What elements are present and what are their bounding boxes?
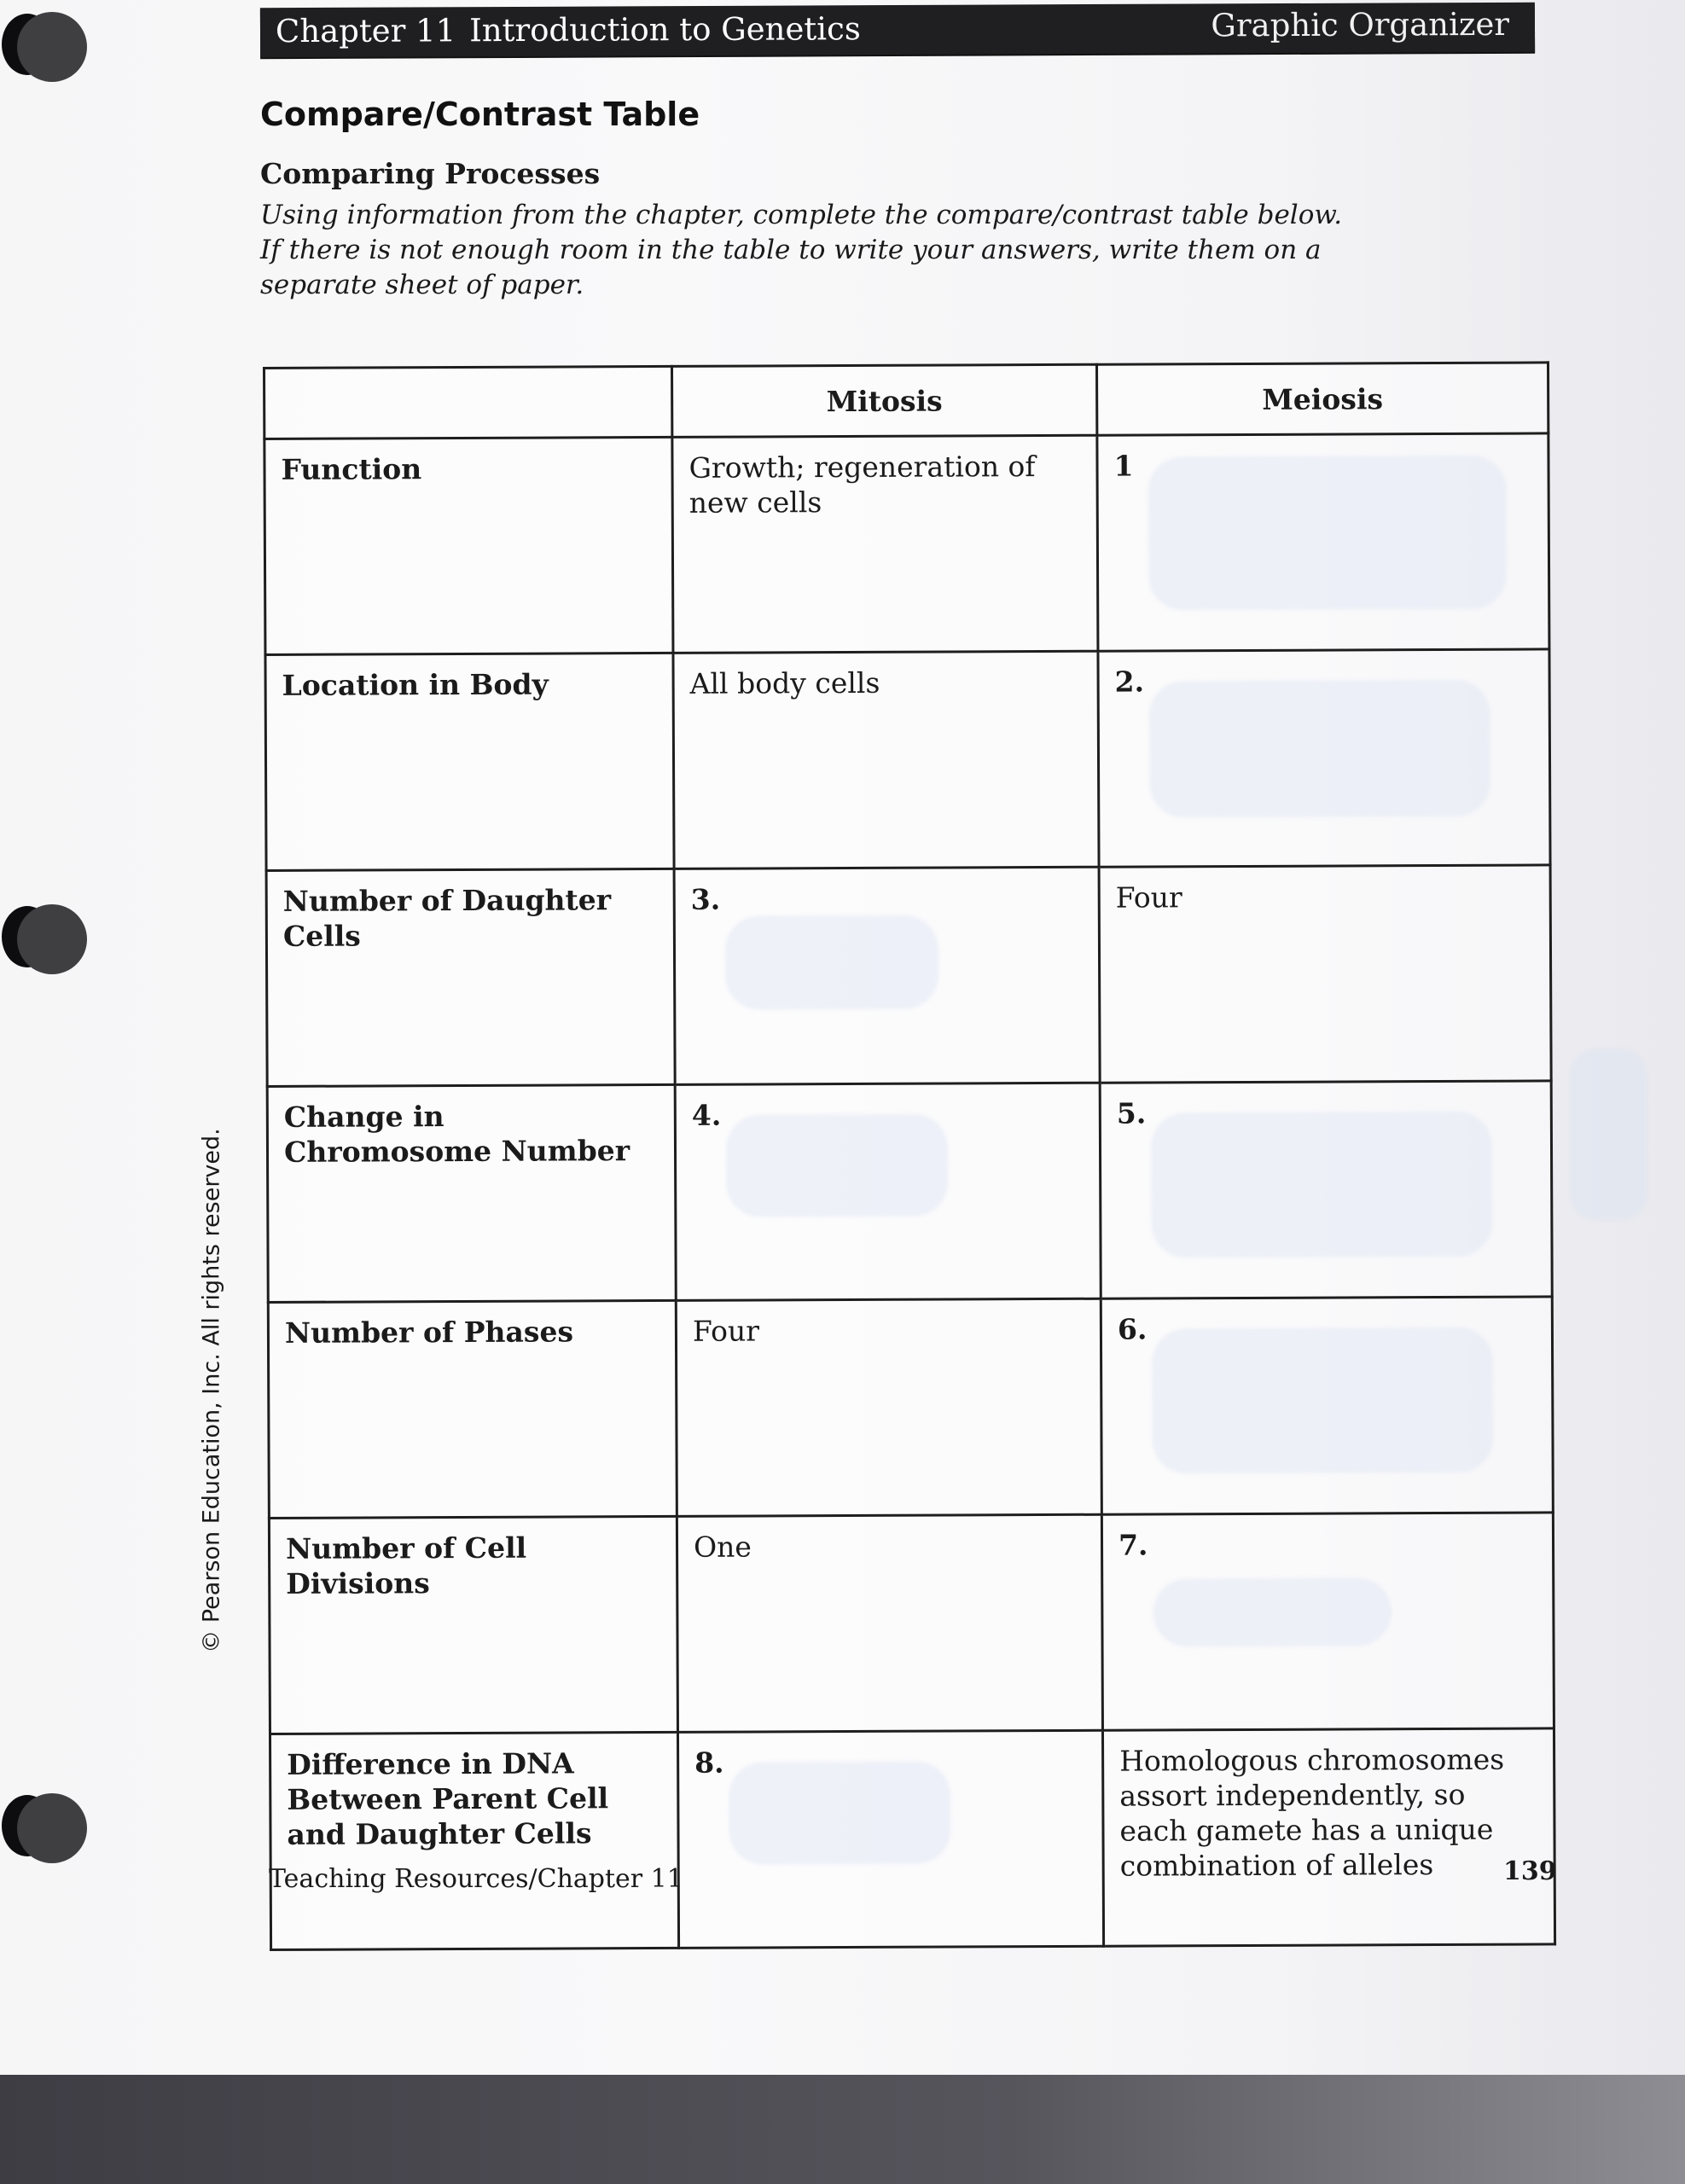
meiosis-cell[interactable]: Homologous chromosomes assort independently, so each gamete has a unique combination of alleles xyxy=(1102,1728,1554,1946)
row-label: Number of Daughter Cells xyxy=(266,868,675,1086)
mitosis-answer-cell[interactable] xyxy=(675,1083,1101,1300)
punch-hole xyxy=(17,12,87,82)
mitosis-cell[interactable]: All body cells xyxy=(673,651,1099,868)
answer-number: 4. xyxy=(691,1098,722,1132)
erased-answer xyxy=(1152,1327,1494,1474)
chapter-name: Introduction to Genetics xyxy=(469,10,861,49)
row-label: Change in Chromosome Number xyxy=(267,1084,676,1302)
erased-answer xyxy=(1151,1112,1493,1258)
chapter-title xyxy=(276,10,861,49)
copyright-notice: © Pearson Education, Inc. All rights reserved. xyxy=(198,1128,225,1653)
table-row xyxy=(265,649,1550,871)
instruction-line: Using information from the chapter, complete the compare/contrast table below. xyxy=(260,200,1343,230)
row-label: Difference in DNA Between Parent Cell and Daughter Cells xyxy=(270,1732,678,1949)
erased-answer xyxy=(726,1114,949,1217)
column-header-blank xyxy=(264,366,672,439)
page-heading: Compare/Contrast Table xyxy=(260,96,700,133)
page-number: 139 xyxy=(1503,1856,1557,1886)
row-label: Number of Phases xyxy=(268,1300,677,1518)
meiosis-cell[interactable]: Four xyxy=(1099,865,1551,1083)
answer-number: 7. xyxy=(1118,1528,1148,1562)
mitosis-answer-cell[interactable] xyxy=(674,867,1100,1084)
instructions xyxy=(260,198,1343,303)
meiosis-answer-cell[interactable] xyxy=(1097,433,1549,651)
row-label: Location in Body xyxy=(265,653,674,870)
table-row xyxy=(264,433,1549,655)
column-header-meiosis: Meiosis xyxy=(1096,363,1548,435)
mitosis-cell[interactable]: One xyxy=(677,1514,1102,1732)
column-header-mitosis: Mitosis xyxy=(672,364,1097,437)
answer-number: 5. xyxy=(1116,1096,1147,1130)
row-label: Number of Cell Divisions xyxy=(269,1516,677,1734)
erased-answer xyxy=(1148,456,1507,611)
table-row xyxy=(269,1513,1554,1734)
mitosis-cell[interactable]: Growth; regeneration of new cells xyxy=(672,435,1098,653)
table-header-row xyxy=(264,363,1548,439)
answer-number: 3. xyxy=(690,882,721,916)
chapter-number: Chapter 11 xyxy=(275,12,456,50)
row-label: Function xyxy=(264,437,673,654)
instruction-line: If there is not enough room in the table to write your answers, write them on a xyxy=(260,235,1322,265)
meiosis-answer-cell[interactable] xyxy=(1101,1513,1554,1730)
table-row xyxy=(270,1728,1554,1950)
table-row xyxy=(268,1297,1553,1519)
compare-contrast-table xyxy=(263,361,1556,1951)
punch-hole xyxy=(17,1793,87,1863)
instruction-line: separate sheet of paper. xyxy=(260,270,584,300)
mitosis-cell[interactable]: Four xyxy=(676,1298,1101,1516)
erased-answer xyxy=(1153,1577,1392,1647)
erased-answer xyxy=(729,1761,951,1864)
erased-answer xyxy=(725,915,938,1010)
mitosis-answer-cell[interactable] xyxy=(677,1730,1103,1948)
chapter-header-bar xyxy=(260,3,1535,58)
punch-hole xyxy=(17,904,87,974)
footer-source: Teaching Resources/Chapter 11 xyxy=(269,1864,683,1894)
meiosis-answer-cell[interactable] xyxy=(1101,1297,1553,1514)
answer-number: 6. xyxy=(1117,1312,1148,1346)
answer-number: 2. xyxy=(1114,665,1145,699)
scanner-edge xyxy=(0,2075,1685,2184)
meiosis-answer-cell[interactable] xyxy=(1100,1081,1552,1298)
erased-answer xyxy=(1149,680,1491,818)
meiosis-answer-cell[interactable] xyxy=(1098,649,1550,867)
erased-margin-note xyxy=(1570,1049,1647,1220)
section-label: Graphic Organizer xyxy=(1211,5,1510,44)
table-row xyxy=(267,1081,1552,1303)
page-subheading: Comparing Processes xyxy=(260,157,601,190)
table-row xyxy=(266,865,1551,1087)
answer-number: 1 xyxy=(1113,449,1134,483)
answer-number: 8. xyxy=(694,1745,724,1780)
